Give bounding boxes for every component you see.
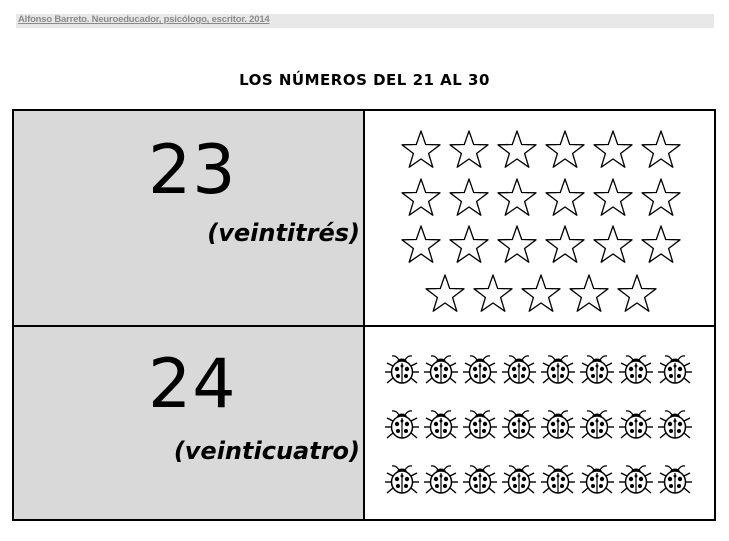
star-icon: [618, 275, 656, 311]
number-cell-24: [14, 327, 365, 519]
number-word-23: (veintitrés): [207, 219, 360, 247]
star-icon: [570, 275, 608, 311]
ladybug-icon: [541, 466, 575, 493]
star-icon: [642, 179, 680, 215]
ladybug-icon: [385, 356, 419, 383]
ladybug-icon: [619, 356, 653, 383]
star-icon: [450, 131, 488, 167]
picture-cell-24: [365, 327, 714, 519]
number-table: [12, 109, 716, 521]
star-icon: [546, 179, 584, 215]
ladybug-icon: [424, 356, 458, 383]
star-icon: [498, 131, 536, 167]
ladybug-icon: [385, 466, 419, 493]
star-icon: [402, 226, 440, 262]
column-divider: [363, 111, 365, 519]
page-title: LOS NÚMEROS DEL 21 AL 30: [239, 71, 490, 89]
picture-cell-23: [365, 111, 714, 327]
author-credit: Alfonso Barreto. Neuroeducador, psicólogo, escritor. 2014: [18, 14, 270, 25]
star-icon: [522, 275, 560, 311]
star-icon: [402, 179, 440, 215]
row-divider: [14, 325, 714, 327]
ladybug-icon: [463, 356, 497, 383]
star-icon: [498, 179, 536, 215]
ladybug-icon: [658, 356, 692, 383]
star-icon: [546, 226, 584, 262]
star-icon: [594, 226, 632, 262]
ladybug-icon: [619, 466, 653, 493]
ladybug-icon: [424, 411, 458, 438]
ladybug-icon: [619, 411, 653, 438]
ladybug-icon: [541, 356, 575, 383]
star-icon: [426, 275, 464, 311]
star-icon: [450, 179, 488, 215]
star-icon: [594, 179, 632, 215]
star-icon: [642, 226, 680, 262]
number-24: 24: [148, 345, 237, 424]
ladybug-icon: [580, 466, 614, 493]
number-cell-23: [14, 111, 365, 327]
number-23: 23: [148, 131, 237, 210]
ladybug-icon: [541, 411, 575, 438]
ladybug-icon: [658, 466, 692, 493]
star-icon: [642, 131, 680, 167]
star-icon: [594, 131, 632, 167]
number-word-24: (veinticuatro): [173, 437, 360, 465]
ladybug-icon: [502, 466, 536, 493]
star-icon: [546, 131, 584, 167]
star-icon: [402, 131, 440, 167]
ladybug-icon: [463, 411, 497, 438]
ladybug-icon: [502, 356, 536, 383]
header-bar: [16, 14, 714, 28]
ladybug-icon: [580, 356, 614, 383]
star-icon: [450, 226, 488, 262]
ladybug-icon: [580, 411, 614, 438]
ladybug-icon: [463, 466, 497, 493]
ladybug-icon: [424, 466, 458, 493]
star-group: [365, 111, 714, 325]
star-icon: [474, 275, 512, 311]
ladybug-icon: [658, 411, 692, 438]
star-icon: [498, 226, 536, 262]
ladybug-icon: [502, 411, 536, 438]
ladybug-group: [365, 327, 714, 519]
ladybug-icon: [385, 411, 419, 438]
